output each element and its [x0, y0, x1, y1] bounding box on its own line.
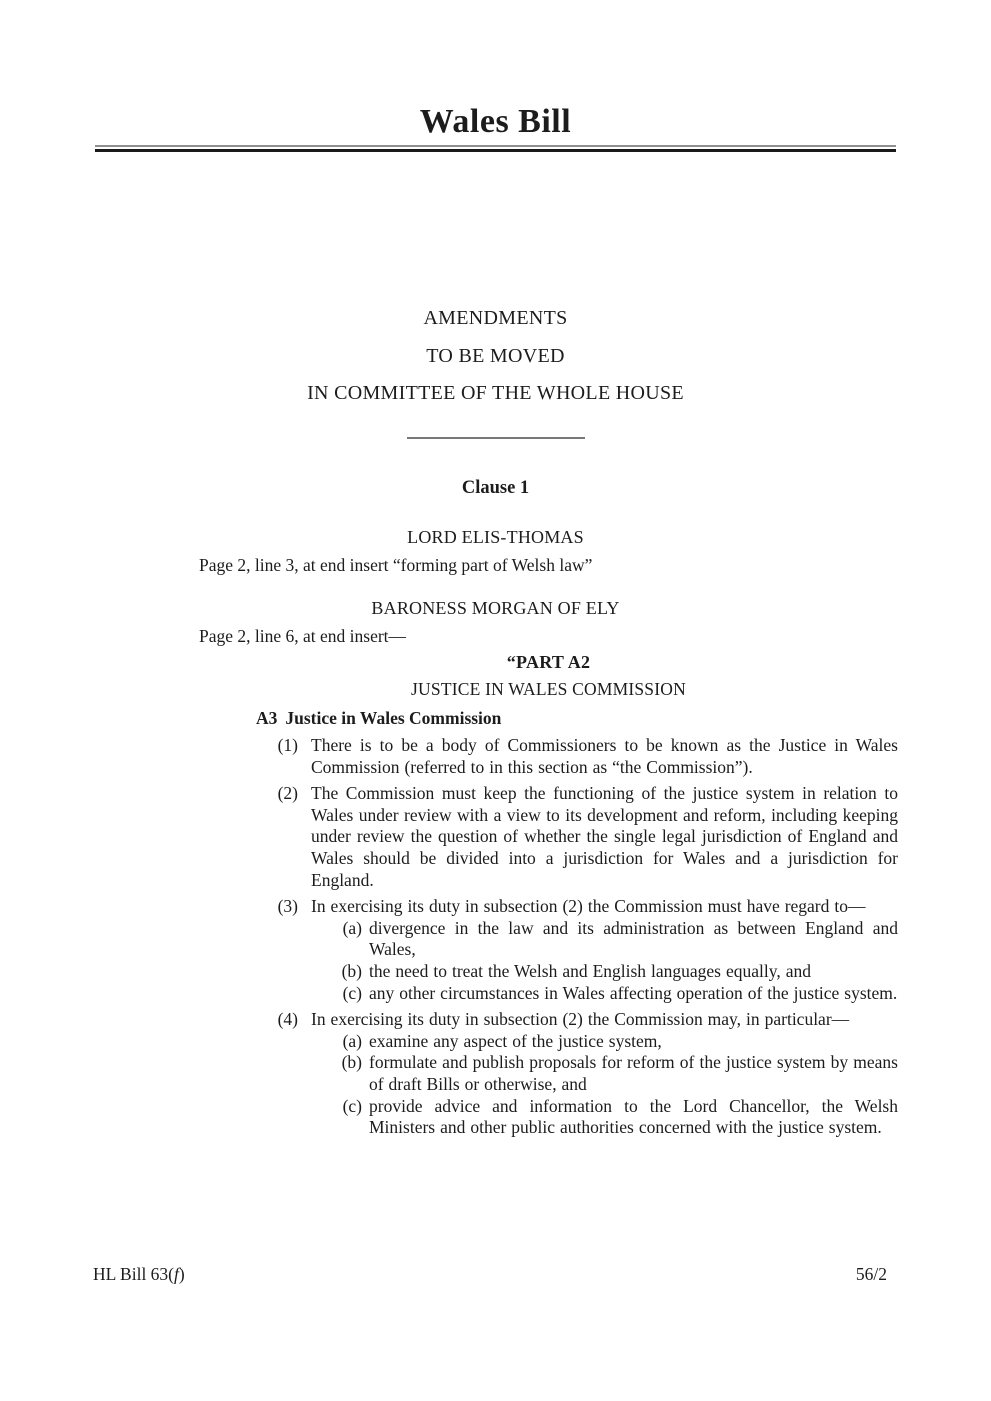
- subitem-letter: (a): [342, 1030, 362, 1051]
- subitem-row-b: [311, 1052, 898, 1095]
- section-number: A3: [256, 708, 278, 728]
- subitem-letter: (a): [342, 917, 362, 938]
- footer-bill-number-pre: HL Bill 63(: [93, 1264, 175, 1284]
- subitem-text: any other circumstances in Wales affecting operation of the justice system.: [369, 982, 898, 1003]
- subsection-row-2: [199, 783, 898, 891]
- title-double-rule: [95, 145, 896, 152]
- subitem-letter: (b): [341, 960, 362, 981]
- subitem-letter: (c): [342, 982, 362, 1003]
- subitem-row-c: [311, 983, 898, 1005]
- subitem-text: provide advice and information to the Lord Chancellor, the Welsh Ministers and other public authorities concerned with the justice system.: [369, 1095, 898, 1138]
- section-title: Justice in Wales Commission: [285, 708, 502, 728]
- amendments-heading-line3: IN COMMITTEE OF THE WHOLE HOUSE: [307, 382, 684, 404]
- mover-name-baroness-morgan: BARONESS MORGAN OF ELY: [371, 598, 620, 618]
- section-heading: [256, 708, 501, 729]
- clause-heading: Clause 1: [461, 478, 530, 498]
- amendment-instruction-2: Page 2, line 6, at end insert—: [199, 626, 407, 646]
- subitem-row-b: [311, 961, 898, 983]
- part-subheading: JUSTICE IN WALES COMMISSION: [411, 679, 686, 699]
- subitem-row-a: [311, 1031, 898, 1053]
- footer-bill-number: [93, 1264, 185, 1285]
- mover-name-lord-elis-thomas: LORD ELIS-THOMAS: [407, 527, 584, 547]
- subitem-text: examine any aspect of the justice system,: [369, 1030, 662, 1051]
- subitem-text: formulate and publish proposals for reform of the justice system by means of draft Bills or otherwise, and: [369, 1052, 898, 1094]
- separator-rule: [407, 437, 585, 439]
- subitem-text: the need to treat the Welsh and English languages equally, and: [369, 960, 811, 981]
- subitem-row-a: [311, 918, 898, 961]
- footer-bill-number-post: ): [178, 1264, 185, 1284]
- subsection-number: (4): [277, 1009, 298, 1030]
- bill-title: Wales Bill: [419, 103, 572, 140]
- part-heading: “PART A2: [506, 652, 591, 672]
- subsection-row-1: [199, 735, 898, 778]
- subsection-text: The Commission must keep the functioning of the justice system in relation to Wales under review with a view to its development and reform, including keeping under review the question of whether the single legal jurisdiction of England and Wales should be divided into a jurisdiction for Wales and a jurisdiction for England.: [311, 783, 898, 890]
- subsection-row-4: [199, 1009, 898, 1139]
- subsection-text: In exercising its duty in subsection (2) the Commission may, in particular—: [311, 1009, 850, 1030]
- amendment-instruction-1: Page 2, line 3, at end insert “forming part of Welsh law”: [199, 555, 593, 575]
- subitem-letter: (b): [341, 1052, 362, 1073]
- subitem-text: divergence in the law and its administration as between England and Wales,: [369, 917, 898, 960]
- subsection-row-3: [199, 896, 898, 1004]
- subitem-letter: (c): [342, 1095, 362, 1116]
- amendments-heading: [0, 300, 991, 413]
- subsection-number: (3): [277, 896, 298, 917]
- subsection-list: [199, 735, 898, 1139]
- amendments-heading-line1: AMENDMENTS: [423, 307, 568, 329]
- subsection-number: (2): [277, 783, 298, 804]
- footer-bill-number-italic: f: [174, 1264, 179, 1284]
- subsection-number: (1): [277, 735, 298, 755]
- subitem-row-c: [311, 1096, 898, 1139]
- amendments-heading-line2: TO BE MOVED: [426, 344, 565, 367]
- subsection-text: In exercising its duty in subsection (2) the Commission must have regard to—: [311, 896, 866, 917]
- subsection-text: There is to be a body of Commissioners to be known as the Justice in Wales Commission (referred to in this section as “the Commission”).: [311, 735, 898, 777]
- footer-page-ref: 56/2: [855, 1264, 887, 1284]
